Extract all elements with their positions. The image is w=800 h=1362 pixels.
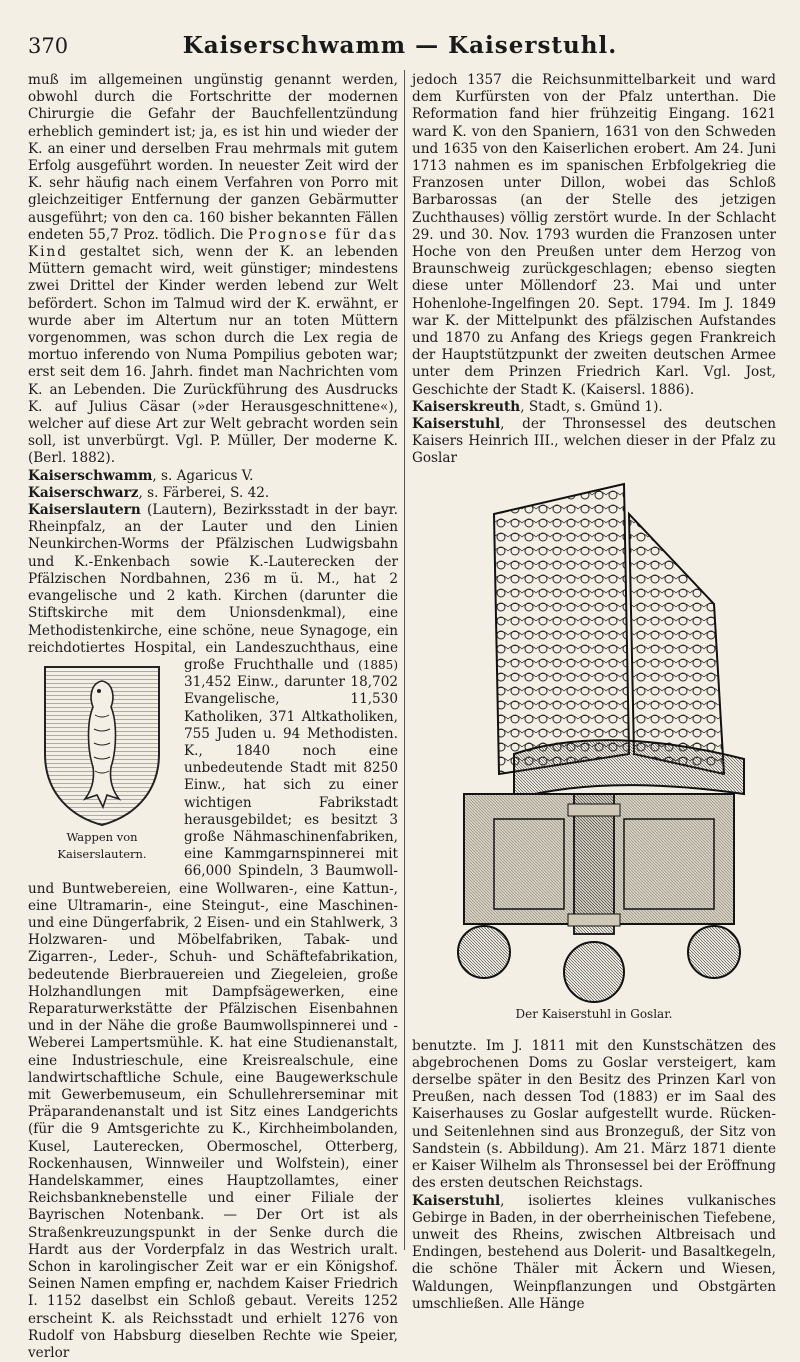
running-head: Kaiserschwamm — Kaiserstuhl. bbox=[182, 32, 618, 59]
entry-kaiserstuhl-mountains: Kaiserstuhl, isoliertes kleines vulkanisches Gebirge in Baden, in der oberrheinischen Tiefebene, unweit des Rheins, zwischen Altbreisach und Endingen, bestehend aus Dolerit- und Basaltkegeln, die schöne Thäler mit Äckern und Wiesen, Waldungen, Weinpflanzungen und Obstgärten umschließen. Alle Hänge bbox=[412, 1192, 776, 1312]
coat-of-arms-icon bbox=[37, 659, 167, 829]
article-continuation: jedoch 1357 die Reichsunmittelbarkeit und ward dem Kurfürsten von der Pfalz unterthan. Die Reformation fand hier frühzeitig Eingang. 1621 ward K. von den Spaniern, 1631 von den Schweden und 1635 von den Kaiserlichen erobert. Am 24. Juni 1713 nahmen es im spanischen Erbfolgekrieg die Franzosen unter Dillon, wobei das Schloß Barbarossas (an der Stelle des jetzigen Zuchthauses) völlig zerstört wurde. In der Schlacht 29. und 30. Nov. 1793 wurden die Franzosen unter Hoche von den Preußen unter dem Herzog von Braunschweig zurückgeschlagen; ebenso siegten diese unter Möllendorf 23. Mai und unter Hohenlohe-Ingelfingen 20. Sept. 1794. Im J. 1849 war K. der Mittelpunkt des pfälzischen Aufstandes und 1870 zu Anfang des Kriegs gegen Frankreich der Hauptstützpunkt der zweiten deutschen Armee unter dem Prinzen Friedrich Karl. Vgl. Jost, Geschichte der Stadt K. (Kaisersl. 1886). bbox=[412, 72, 776, 398]
headword: Kaiserslautern bbox=[28, 502, 141, 519]
coat-of-arms-figure bbox=[28, 659, 176, 863]
coat-of-arms-caption: Wappen von Kaiserslautern. bbox=[57, 829, 147, 862]
entry-kaiserschwarz: Kaiserschwarz, s. Färberei, S. 42. bbox=[28, 484, 270, 501]
entry-kaiserschwamm: Kaiserschwamm, s. Agaricus V. bbox=[28, 467, 254, 484]
headword: Kaiserschwarz bbox=[28, 484, 139, 501]
throne-illustration bbox=[412, 474, 776, 1034]
entry-kaiserslautern: Kaiserslautern (Lautern), Bezirksstadt in der bayr. Rheinpfalz, an der Lauter und den Linien Neunkirchen-Worms der Pfälzischen Ludwigsbahn und K.-Enkenbach sowie K.-Lauterecken der Pfälzischen Nordbahnen, 236 m ü. M., hat 2 evangelische und 2 kath. Kirchen (darunter die Stiftskirche mit dem Unionsdenkmal), eine Methodistenkirche, eine schöne, neue Synagoge, ein reichdotiertes Hospital, ein Landeszuchthaus, eine große Fruchthalle und Wappen von Kaiserslautern. (1885) 31,452 Einw., darunter 18,702 Evangelische, 11,530 Katholiken, 371 Altkatholiken, 755 Juden u. 94 Methodisten. K., 1840 noch eine unbedeutende Stadt mit 8250 Einw., hat sich zu einer wichtigen Fabrikstadt herausgebildet; es besitzt 3 große Nähmaschinenfabriken, eine Kammgarnspinnerei mit 66,000 Spindeln, 3 Baumwoll- und Buntwebereien, eine Wollwaren-, eine Kattun-, eine Ultramarin-, eine Steingut-, eine Maschinen- und eine Düngerfabrik, 2 Eisen- und ein Stahlwerk, 3 Holzwaren- und Möbelfabriken, Tabak- und Zigarren-, Leder-, Schuh- und Schäftefabrikation, bedeutende Bierbrauereien und Ziegeleien, große Holzhandlungen mit Dampfsägewerken, eine Reparaturwerkstätte der Pfälzischen Eisenbahnen und in der Nähe die große Baumwollspinnerei und -Weberei Lampertsmühle. K. hat eine Studienanstalt, eine Industrieschule, eine Kreisrealschule, eine landwirtschaftliche Schule, eine Baugewerkschule mit Gewerbemuseum, ein Schullehrerseminar mit Präparandenanstalt und ist Sitz eines Landgerichts (für die 9 Amtsgerichte zu K., Kirchheimbolanden, Kusel, Lauterecken, Obermoschel, Otterberg, Rockenhausen, Winnweiler und Wolfstein), einer Handelskammer, eines Hauptzollamtes, einer Reichsbanknebenstelle und einer Filiale der Bayrischen Notenbank. — Der Ort ist als Straßenkreuzungspunkt in der Senke durch die Hardt aus der Vorderpfalz in das Westrich uralt. Schon in karolingischer Zeit war er ein Königshof. Seinen Namen empfing er, nachdem Kaiser Friedrich I. 1152 daselbst ein Schloß gebaut. Vereits 1252 erscheint K. als Reichsstadt und erhielt 1276 von Rudolf von Habsburg dieselben Rechte wie Speier, verlor bbox=[28, 502, 398, 1362]
right-column bbox=[412, 72, 776, 1313]
headword: Kaiserstuhl bbox=[412, 416, 501, 433]
throne-caption: Der Kaiserstuhl in Goslar. bbox=[515, 1006, 673, 1021]
throne-icon bbox=[424, 474, 764, 1004]
left-column bbox=[28, 72, 398, 1362]
headword: Kaiserstuhl bbox=[412, 1192, 501, 1209]
headword: Kaiserskreuth bbox=[412, 398, 521, 415]
entry-kaiserstuhl-throne: Kaiserstuhl, der Thronsessel des deutschen Kaisers Heinrich III., welchen dieser in der Pfalz zu Goslar bbox=[412, 416, 776, 467]
headword: Kaiserschwamm bbox=[28, 467, 153, 484]
page-number: 370 bbox=[28, 34, 69, 58]
article-continuation: benutzte. Im J. 1811 mit den Kunstschätzen des abgebrochenen Doms zu Goslar versteigert, kam derselbe später in den Besitz des Prinzen Karl von Preußen, nach dessen Tod (1883) er im Saal des Kaiserhauses zu Goslar aufgestellt wurde. Rücken- und Seitenlehnen sind aus Bronzeguß, der Sitz von Sandstein (s. Abbildung). Am 21. März 1871 diente er Kaiser Wilhelm als Thronsessel bei der Eröffnung des ersten deutschen Reichstags. bbox=[412, 1037, 776, 1192]
entry-kaiserskreuth: Kaiserskreuth, Stadt, s. Gmünd 1). bbox=[412, 398, 663, 415]
column-divider bbox=[404, 70, 405, 1250]
article-continuation: muß im allgemeinen ungünstig genannt werden, obwohl durch die Fortschritte der modernen Chirurgie die Gefahr der Bauchfellentzündung erheblich gemindert ist; ja, es ist hin und wieder der K. an einer und derselben Frau mehrmals mit gutem Erfolg ausgeführt worden. In neuester Zeit wird der K. sehr häufig nach einem Verfahren von Porro mit gleichzeitiger Entfernung der ganzen Gebärmutter ausgeführt; von den ca. 160 bisher bekannten Fällen endeten 55,7 Proz. tödlich. Die Prognose für das Kind gestaltet sich, wenn der K. an lebenden Müttern gemacht wird, weit günstiger; mindestens zwei Drittel der Kinder werden lebend zur Welt befördert. Schon im Talmud wird der K. erwähnt, er wurde aber im Altertum nur an toten Müttern vorgenommen, was schon durch die Lex regia de mortuo inferendo von Numa Pompilius geboten war; erst seit dem 16. Jahrh. findet man Nachrichten vom K. an Lebenden. Die Zurückführung des Ausdrucks K. auf Julius Cäsar (»der Herausgeschnittene«), welcher auf diese Art zur Welt gebracht worden sein soll, ist unverbürgt. Vgl. P. Müller, Der moderne K. (Berl. 1882). bbox=[28, 72, 398, 467]
